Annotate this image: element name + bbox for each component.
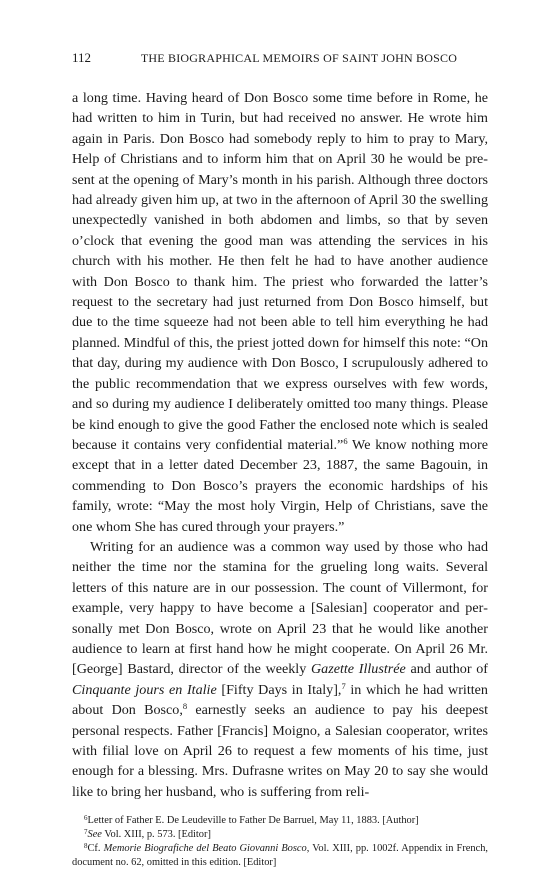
text-run: earnestly seeks an audience to pay his deepest personal respects. Father [Francis] Moigno, a Salesian cooperator, writes with filial love on April 26 to request a few moments of his time, just enough for a blessing. Mrs. Dufrasne writes on May 20 to say she would like to bring her husband, who is suffering from reli- (72, 702, 488, 800)
paragraph (72, 88, 488, 537)
footnote-text: , Vol. XIII, pp. 1002f. Appendix in French, document no. 62, omitted in this edition. [Editor] (72, 843, 488, 869)
paragraph (72, 537, 488, 802)
footnote-reference: 8 (182, 701, 188, 712)
footnote-number: 7 (84, 828, 88, 837)
footnote-text: Vol. XIII, p. 573. [Editor] (101, 829, 211, 841)
running-header (72, 50, 488, 72)
footnote-text: Cf. (87, 843, 104, 855)
page-number: 112 (72, 50, 92, 65)
book-title: Cinquante jours en Italie (72, 681, 217, 698)
book-page (72, 50, 488, 870)
footnote-italic: Memorie Biografiche del Beato Giovanni Bosco (103, 843, 307, 855)
text-run: [Fifty Days in Italy], (216, 681, 342, 698)
footnote-number: 6 (84, 814, 88, 823)
footnote-italic: See (87, 829, 102, 841)
text-run: and author of (405, 661, 489, 678)
footnote-number: 8 (84, 842, 88, 851)
footnote-reference: 7 (341, 680, 346, 691)
text-run: a long time. Having heard of Don Bosco some time before in Rome, he had written to him in Turin, but had received no answer. He wrote him again in Paris. Don Bosco had somebody reply to him to pray to Mary, Help of Christians and to inform him that on April 30 he would be present at the opening of Mary’s month in his parish. Although three doctors had already given him up, at two in the afternoon of April 30 the swelling unexpectedly vanished in both abdomen and limbs, so that by seven o’clock that evening the good man was attending the services in his church with his mother. He then felt he had to have another audience with Don Bosco to thank him. The priest who forwarded the latter’s request to the secretary had just returned from Don Bosco himself, but due to the time squeeze had not been able to tell him everything he had planned. Mindful of this, the priest jotted down for himself this note: “On that day, during my audience with Don Bosco, I scrupulously adhered to the public recommendation that we express ourselves with few words, and so during my audience I deliberately omitted too many things. Please be kind enough to give the good Father the enclosed note which is sealed because it contains very confidential material.” (72, 90, 488, 453)
text-run: Writing for an audience was a common way used by those who had neither the time nor the stamina for the grueling long waits. Several letters of this nature are in our possession. The count of Villermont, for example, very happy to have become a [Salesian] cooperator and personally met Don Bosco, wrote on April 23 that he would like another audience to learn at first hand how he might cooperate. On April 26 Mr. [George] Bastard, director of the weekly (72, 538, 488, 678)
footnote (72, 842, 488, 870)
text-run: in which he had written about Don Bosco, (72, 681, 488, 719)
body-text (72, 88, 488, 802)
text-run: We know nothing more except that in a letter dated December 23, 1887, the same Bagouin, in commending to Don Bosco’s prayers the economic hardships of his family, wrote: “May the most holy Virgin, Help of Christians, save the one whom She has cured through your prayers.” (72, 436, 488, 535)
footnote (72, 828, 488, 842)
footnote (72, 814, 488, 828)
running-title: THE BIOGRAPHICAL MEMOIRS OF SAINT JOHN BOSCO (140, 51, 458, 65)
footnote-text: Letter of Father E. De Leudeville to Father De Barruel, May 11, 1883. [Author] (87, 815, 419, 827)
periodical-title: Gazette Illustrée (311, 661, 406, 678)
footnote-reference: 6 (343, 435, 348, 446)
